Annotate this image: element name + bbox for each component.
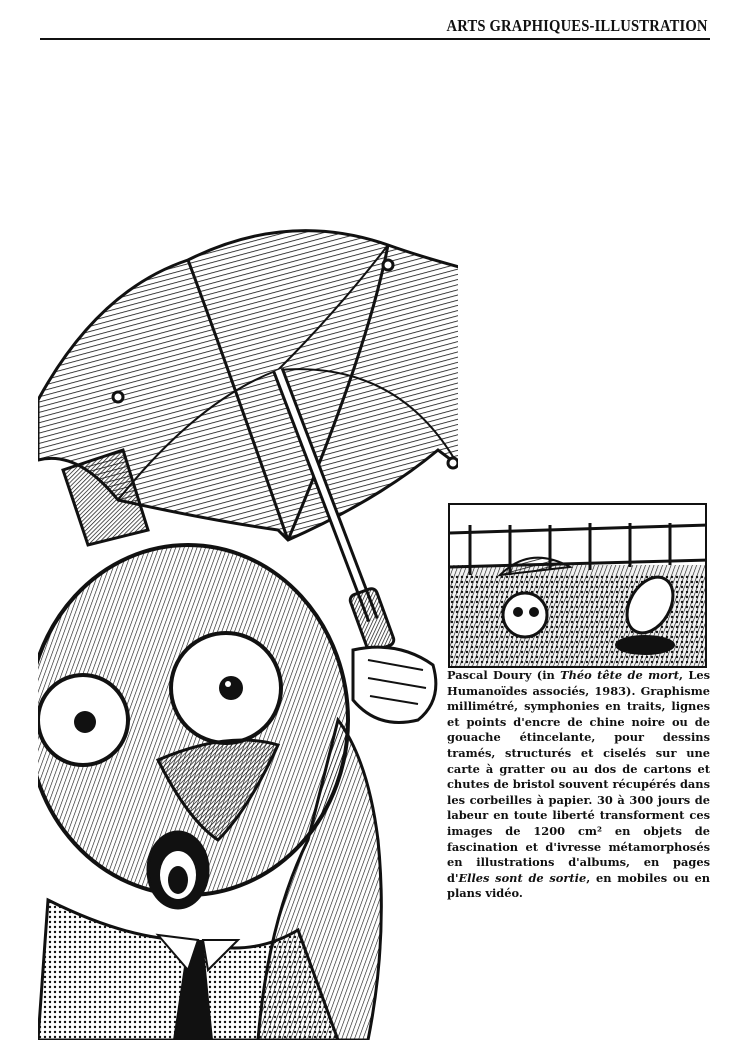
section-title: ARTS GRAPHIQUES-ILLUSTRATION	[446, 16, 708, 35]
caption-work-title: Théo tête de mort	[560, 668, 680, 682]
illustration-caption	[447, 668, 710, 902]
caption-ending: , en mobiles ou en plans vidéo.	[447, 870, 710, 901]
caption-author: Pascal Doury (in	[447, 668, 561, 682]
caption-body: , Les Humanoïdes associés, 1983). Graphisme millimétré, symphonies en traits, lignes et points d'encre de chine noire ou de gouache étincelante, pour dessins tramés, structurés et ciselés sur une carte à gratter ou au dos de cartons et chutes de bristol souvent récupérés dans les corbeilles à papier. 30 à 300 jours de labeur en toute liberté transforment ces images de 1200 cm² en objets de fascination et d'ivresse métamorphosés en illustrations d'albums, en pages d'	[447, 668, 711, 885]
main-illustration	[38, 200, 458, 1040]
caption-album-title: Elles sont de sortie	[458, 870, 587, 885]
inset-comic-panel	[448, 503, 707, 668]
page-header	[40, 14, 710, 40]
